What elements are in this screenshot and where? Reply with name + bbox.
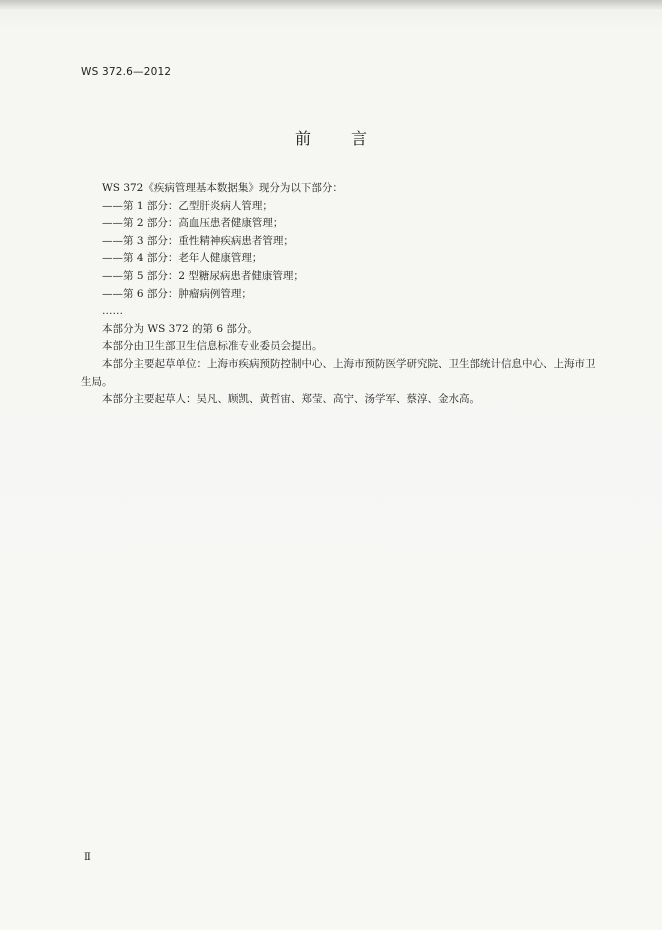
paragraph-part-number: 本部分为 WS 372 的第 6 部分。 <box>102 322 258 335</box>
part-ellipsis: …… <box>102 305 123 318</box>
paragraph-drafting-units: 本部分主要起草单位：上海市疾病预防控制中心、上海市预防医学研究院、卫生部统计信息中心、上海市卫生局。 <box>81 357 596 388</box>
part-item: ——第 3 部分：重性精神疾病患者管理； <box>102 234 294 247</box>
paragraph-proposer: 本部分由卫生部卫生信息标准专业委员会提出。 <box>102 340 323 353</box>
page-number: Ⅱ <box>84 852 91 863</box>
document-code: WS 372.6—2012 <box>81 66 172 78</box>
foreword-body <box>81 180 601 409</box>
part-item: ——第 1 部分：乙型肝炎病人管理； <box>102 199 273 212</box>
paragraph-drafters: 本部分主要起草人：吴凡、顾凯、黄哲宙、郑莹、高宁、汤学军、蔡淳、金水高。 <box>102 393 480 406</box>
part-item: ——第 5 部分：2 型糖尿病患者健康管理； <box>102 269 304 282</box>
part-item: ——第 6 部分：肿瘤病例管理； <box>102 287 252 300</box>
part-item: ——第 4 部分：老年人健康管理； <box>102 252 263 265</box>
part-item: ——第 2 部分：高血压患者健康管理； <box>102 217 284 230</box>
page-title: 前言 <box>294 129 407 148</box>
scan-edge-shadow <box>0 0 662 10</box>
intro-line: WS 372《疾病管理基本数据集》现分为以下部分： <box>102 182 343 194</box>
